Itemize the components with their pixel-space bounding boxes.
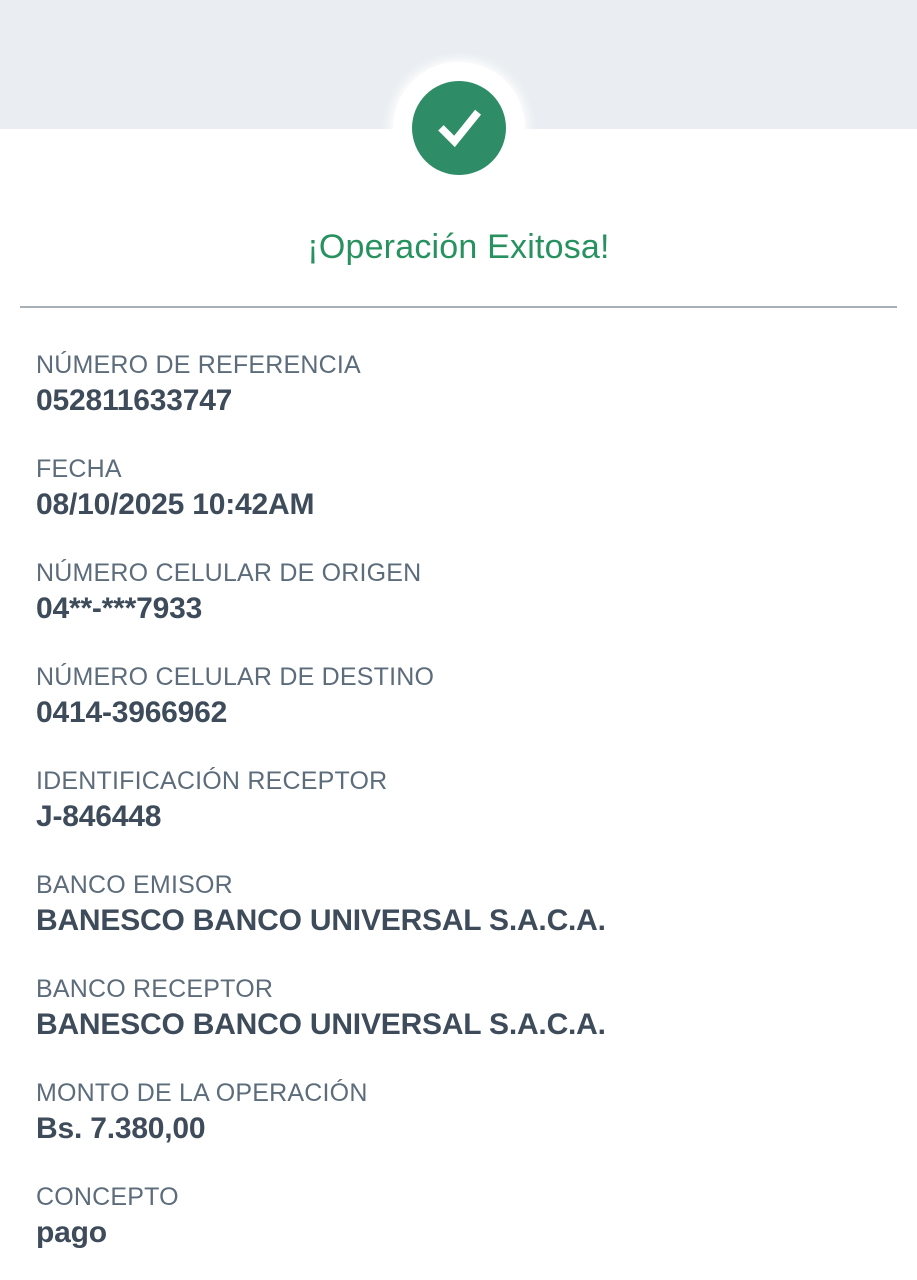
field-row-destination-phone [36, 661, 881, 732]
field-label: MONTO DE LA OPERACIÓN [36, 1079, 368, 1107]
field-row-concept [36, 1181, 881, 1252]
field-label: FECHA [36, 455, 122, 483]
field-row-date [36, 453, 881, 524]
field-value: 0414-3966962 [36, 696, 228, 729]
field-label: NÚMERO CELULAR DE DESTINO [36, 663, 435, 691]
field-row-receiver-bank [36, 973, 881, 1044]
field-label: CONCEPTO [36, 1183, 179, 1211]
field-label: NÚMERO CELULAR DE ORIGEN [36, 559, 422, 587]
field-label: IDENTIFICACIÓN RECEPTOR [36, 767, 388, 795]
field-label: BANCO EMISOR [36, 871, 233, 899]
success-check-icon [393, 62, 525, 194]
field-label: BANCO RECEPTOR [36, 975, 274, 1003]
field-value: 08/10/2025 10:42AM [36, 488, 315, 521]
field-value: pago [36, 1216, 107, 1249]
field-row-receiver-id [36, 765, 881, 836]
page-title: ¡Operación Exitosa! [307, 228, 610, 266]
field-value: 04**-***7933 [36, 592, 203, 625]
field-row-origin-phone [36, 557, 881, 628]
success-check-circle [412, 81, 506, 175]
field-row-reference [36, 349, 881, 420]
field-value: BANESCO BANCO UNIVERSAL S.A.C.A. [36, 904, 606, 937]
field-value: J-846448 [36, 800, 162, 833]
field-value: Bs. 7.380,00 [36, 1112, 206, 1145]
field-value: BANESCO BANCO UNIVERSAL S.A.C.A. [36, 1008, 606, 1041]
field-row-issuer-bank [36, 869, 881, 940]
receipt-fields [0, 308, 917, 1252]
field-row-amount [36, 1077, 881, 1148]
field-value: 052811633747 [36, 384, 233, 417]
field-label: NÚMERO DE REFERENCIA [36, 351, 361, 379]
checkmark-icon [427, 96, 491, 160]
